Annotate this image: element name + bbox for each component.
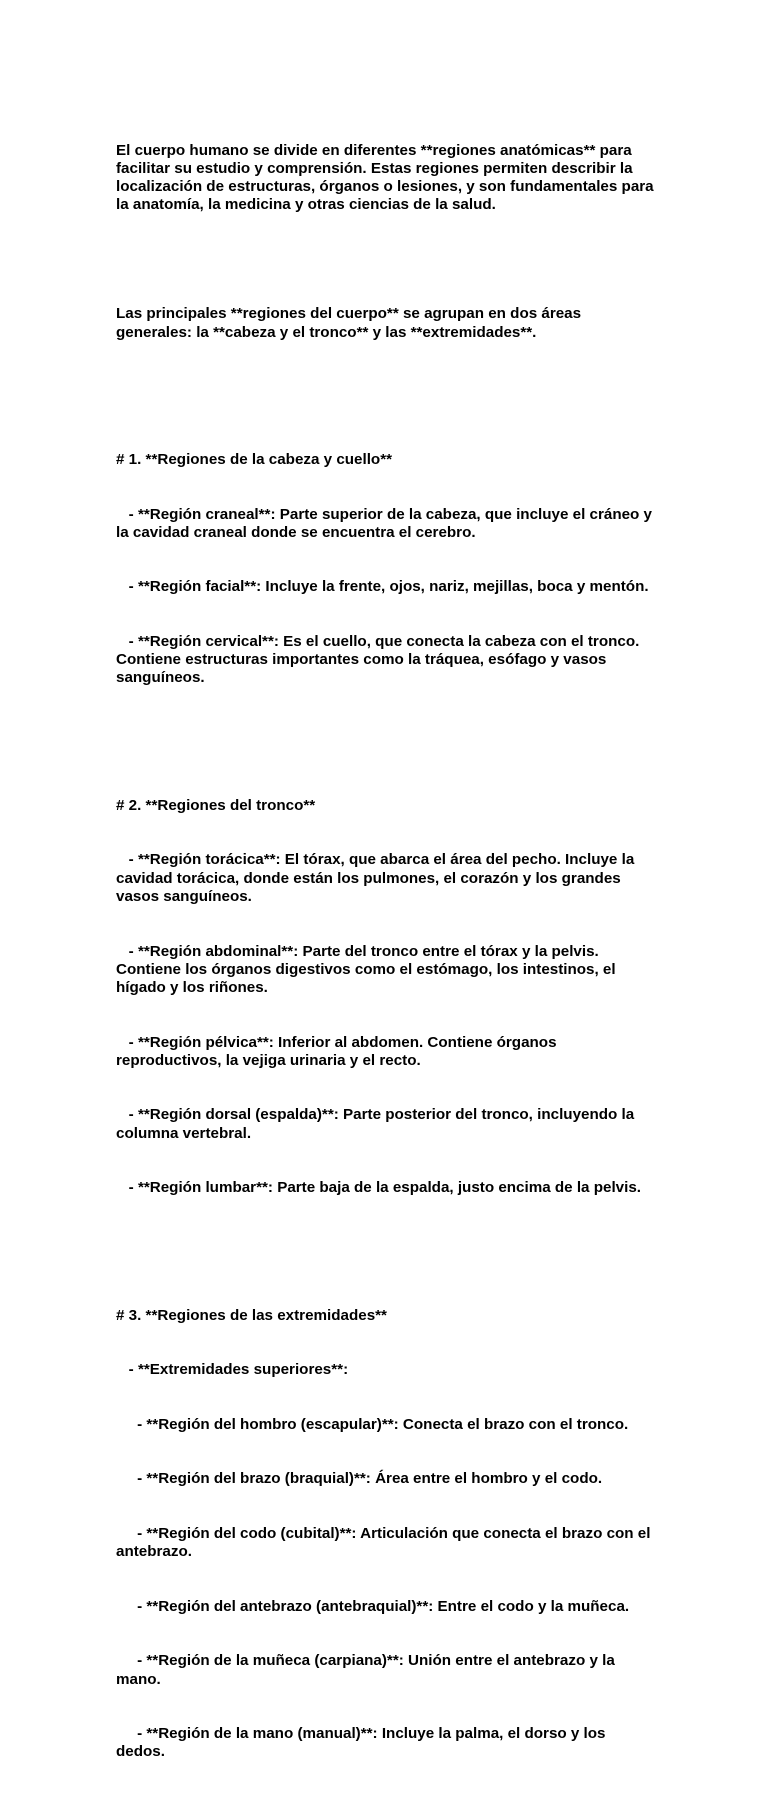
list-item: - **Región pélvica**: Inferior al abdomen. Contiene órganos reproductivos, la vejiga urinaria y el recto. xyxy=(116,1033,561,1069)
list-item: - **Región abdominal**: Parte del tronco entre el tórax y la pelvis. Contiene los órganos digestivos como el estómago, los intestinos, el hígado y los riñones. xyxy=(116,942,620,996)
list-item: - **Región del hombro (escapular)**: Conecta el brazo con el tronco. xyxy=(116,1415,629,1433)
list-item: - **Región de la mano (manual)**: Incluye la palma, el dorso y los dedos. xyxy=(116,1725,610,1761)
paragraph-gap xyxy=(116,724,656,742)
paragraph-gap xyxy=(116,251,656,269)
list-item: - **Región dorsal (espalda)**: Parte posterior del tronco, incluyendo la columna vertebral. xyxy=(116,1106,639,1142)
list-item: - **Región del brazo (braquial)**: Área entre el hombro y el codo. xyxy=(116,1470,603,1488)
section-heading-2: # 2. **Regiones del tronco** xyxy=(116,796,316,814)
list-item: - **Región cervical**: Es el cuello, que conecta la cabeza con el tronco. Contiene estructuras importantes como la tráquea, esófago y vasos sanguíneos. xyxy=(116,633,644,687)
intro-paragraph-1: El cuerpo humano se divide en diferentes **regiones anatómicas** para facilitar su estudio y comprensión. Estas regiones permiten describir la localización de estructuras, órganos o lesiones, y son fundamentales para la anatomía, la medicina y otras ciencias de la salud. xyxy=(116,141,658,214)
list-item: - **Región de la muñeca (carpiana)**: Unión entre el antebrazo y la mano. xyxy=(116,1652,620,1688)
list-item: - **Región facial**: Incluye la frente, ojos, nariz, mejillas, boca y mentón. xyxy=(116,578,649,596)
list-item: - **Región del antebrazo (antebraquial)**: Entre el codo y la muñeca. xyxy=(116,1597,630,1615)
section-heading-1: # 1. **Regiones de la cabeza y cuello** xyxy=(116,451,393,469)
document-body xyxy=(116,87,656,1816)
list-item: - **Región craneal**: Parte superior de la cabeza, que incluye el cráneo y la cavidad craneal donde se encuentra el cerebro. xyxy=(116,505,657,541)
paragraph-gap xyxy=(116,378,656,396)
list-item: - **Región lumbar**: Parte baja de la espalda, justo encima de la pelvis. xyxy=(116,1179,641,1197)
list-item: - **Extremidades superiores**: xyxy=(116,1361,349,1379)
paragraph-gap xyxy=(116,1234,656,1252)
intro-paragraph-2: Las principales **regiones del cuerpo** se agrupan en dos áreas generales: la **cabeza y el tronco** y las **extremidades**. xyxy=(116,305,586,341)
list-item: - **Región del codo (cubital)**: Articulación que conecta el brazo con el antebrazo. xyxy=(116,1524,655,1561)
list-item: - **Región torácica**: El tórax, que abarca el área del pecho. Incluye la cavidad torácica, donde están los pulmones, el corazón y los grandes vasos sanguíneos. xyxy=(116,851,639,905)
section-heading-3: # 3. **Regiones de las extremidades** xyxy=(116,1306,387,1324)
